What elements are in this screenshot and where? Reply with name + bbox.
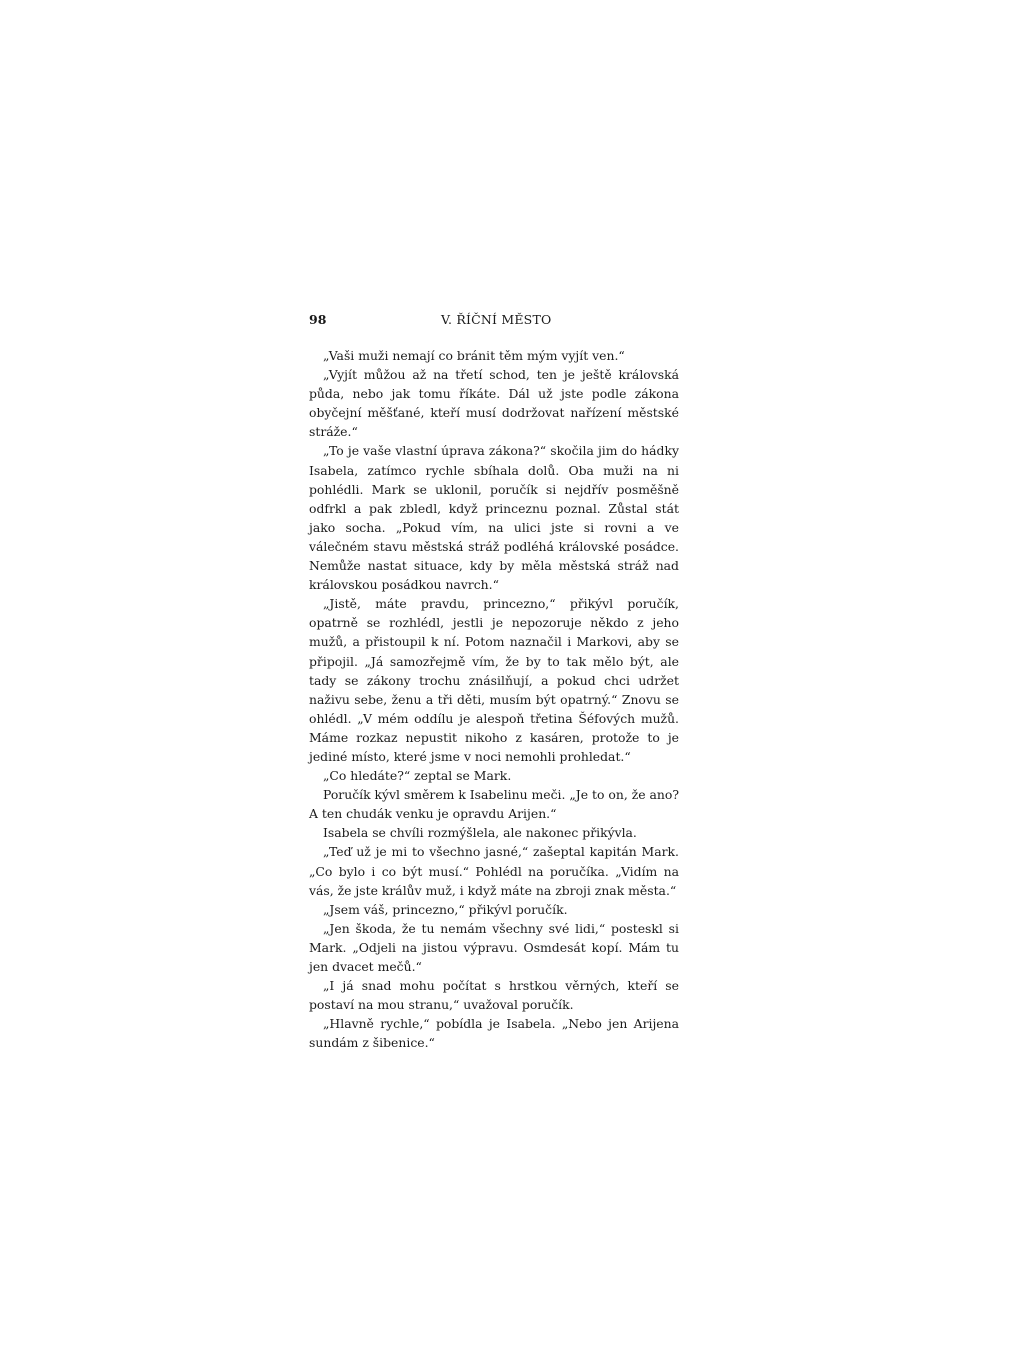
paragraph: Poručík kývl směrem k Isabelinu meči. „Je to on, že ano? A ten chudák venku je opravdu Arijen.“: [309, 787, 680, 822]
book-page: [309, 312, 679, 1052]
paragraph: „Hlavně rychle,“ pobídla je Isabela. „Nebo jen Arijena sundám z šibenice.“: [309, 1016, 679, 1051]
paragraph: „Jistě, máte pravdu, princezno,“ přikývl poručík, opatrně se rozhlédl, jestli je nepozoruje někdo z jeho mužů, a přistoupil k ní. Potom naznačil i Markovi, aby se připojil. „Já samozřejmě vím, že by to tak mělo být, ale tady se zákony trochu znásilňují, a pokud chci udržet naživu sebe, ženu a tři děti, musím být opatrný.“ Znovu se ohlédl. „V mém oddílu je alespoň třetina Šéfových mužů. Máme rozkaz nepustit nikoho z kasáren, protože to je jediné místo, které jsme v noci nemohli prohledat.“: [309, 596, 679, 764]
chapter-title: V. ŘÍČNÍ MĚSTO: [441, 312, 552, 327]
running-head: [309, 312, 679, 334]
paragraph: „Teď už je mi to všechno jasné,“ zašeptal kapitán Mark. „Co bylo i co být musí.“ Pohlédl na poručíka. „Vidím na vás, že jste králův muž, i když máte na zbroji znak města.“: [309, 844, 679, 898]
paragraph: „Vaši muži nemají co bránit těm mým vyjít ven.“: [323, 348, 625, 363]
page-number: 98: [309, 312, 327, 327]
paragraph: Isabela se chvíli rozmýšlela, ale nakonec přikývla.: [323, 825, 637, 841]
paragraph: „I já snad mohu počítat s hrstkou věrných, kteří se postaví na mou stranu,“ uvažoval poručík.: [309, 978, 679, 1013]
paragraph: „Jen škoda, že tu nemám všechny své lidi,“ posteskl si Mark. „Odjeli na jistou výpravu. Osmdesát kopí. Mám tu jen dvacet mečů.“: [309, 920, 679, 974]
paragraph: „Jsem váš, princezno,“ přikývl poručík.: [323, 901, 568, 917]
paragraph: „Vyjít můžou až na třetí schod, ten je ještě královská půda, nebo jak tomu říkáte. Dál už jste podle zákona obyčejní měšťané, kteří musí dodržovat nařízení městské stráže.“: [309, 367, 679, 440]
paragraph: „To je vaše vlastní úprava zákona?“ skočila jim do hádky Isabela, zatímco rychle sbíhala dolů. Oba muži na ni pohlédli. Mark se uklonil, poručík si nejdřív posměšně odfrkl a pak zbledl, když princeznu poznal. Zůstal stát jako socha. „Pokud vím, na ulici jste si rovni a ve válečném stavu městská stráž podléhá královské posádce. Nemůže nastat situace, kdy by měla městská stráž nad královskou posádkou navrch.“: [309, 443, 679, 593]
body-text: [309, 346, 679, 1052]
paragraph: „Co hledáte?“ zeptal se Mark.: [323, 768, 512, 784]
